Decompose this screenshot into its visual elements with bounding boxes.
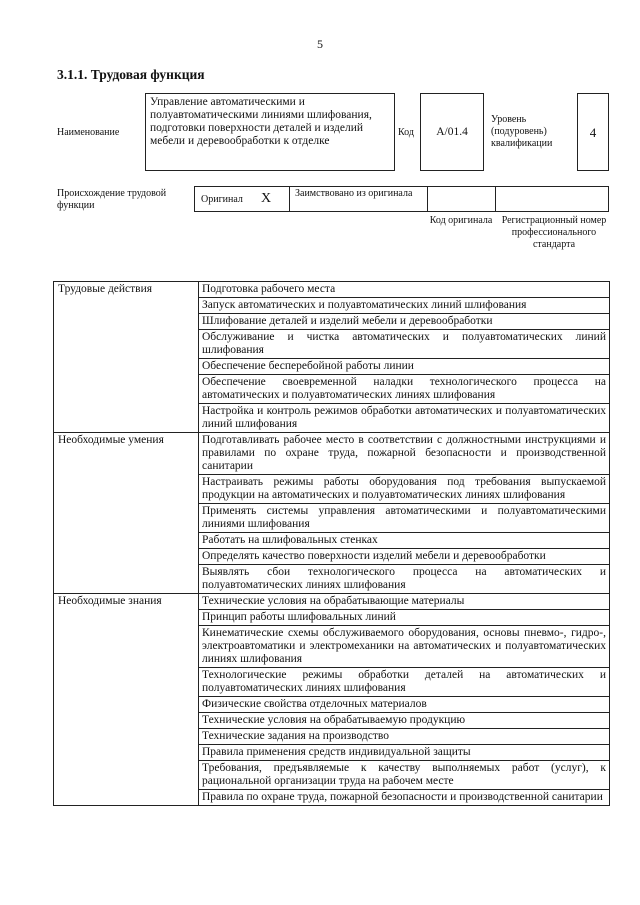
list-item: Обслуживание и чистка автоматических и полуавтоматических линий шлифования: [199, 330, 610, 359]
list-item: Обеспечение бесперебойной работы линии: [199, 359, 610, 375]
table-row: [54, 282, 610, 298]
original-mark: X: [261, 191, 272, 206]
code-label: Код: [398, 127, 414, 138]
list-item: Технические условия на обрабатываемую продукцию: [199, 713, 610, 729]
table-row: [54, 594, 610, 610]
category-skills: Необходимые умения: [54, 433, 199, 594]
category-knowledge: Необходимые знания: [54, 594, 199, 806]
list-item: Правила применения средств индивидуальной защиты: [199, 745, 610, 761]
table-row: [54, 433, 610, 475]
list-item: Определять качество поверхности изделий мебели и деревообработки: [199, 549, 610, 565]
origin-label: Происхождение трудовой функции: [57, 188, 167, 211]
code-value: A/01.4: [420, 93, 484, 171]
list-item: Правила по охране труда, пожарной безопасности и производственной санитарии: [199, 790, 610, 806]
list-item: Технические условия на обрабатывающие материалы: [199, 594, 610, 610]
list-item: Технологические режимы обработки деталей на автоматических и полуавтоматических линиях шлифования: [199, 668, 610, 697]
list-item: Кинематические схемы обслуживаемого оборудования, основы пневмо-, гидро-, электроавтоматики и электромеханики на автоматических и полуавтоматических линиях шлифования: [199, 626, 610, 668]
original-label: Оригинал: [201, 194, 243, 205]
list-item: Подготавливать рабочее место в соответствии с должностными инструкциями и правилами по охране труда, пожарной безопасности и производственной санитарии: [199, 433, 610, 475]
borrowed-label: Заимствовано из оригинала: [295, 188, 413, 199]
level-label: Уровень (подуровень) квалификации: [491, 114, 553, 149]
page-number: 5: [317, 37, 323, 51]
name-label: Наименование: [57, 127, 120, 138]
list-item: Принцип работы шлифовальных линий: [199, 610, 610, 626]
origin-table: [194, 186, 609, 212]
list-item: Требования, предъявляемые к качеству выполняемых работ (услуг), к рациональной организации труда на рабочем месте: [199, 761, 610, 790]
list-item: Запуск автоматических и полуавтоматических линий шлифования: [199, 298, 610, 314]
code-origin-caption: Код оригинала: [429, 215, 493, 226]
reg-number-caption: Регистрационный номер профессионального стандарта: [501, 215, 607, 250]
function-details-table: [53, 281, 610, 806]
list-item: Настраивать режимы работы оборудования под требования выпускаемой продукции на автоматических и полуавтоматических линиях шлифования: [199, 475, 610, 504]
list-item: Обеспечение своевременной наладки технологического процесса на автоматических и полуавтоматических линиях шлифования: [199, 375, 610, 404]
category-actions: Трудовые действия: [54, 282, 199, 433]
level-value: 4: [577, 93, 609, 171]
function-name: Управление автоматическими и полуавтоматическими линиями шлифования, подготовки поверхности деталей и изделий мебели и деревообработки к отделке: [145, 93, 395, 171]
list-item: Технические задания на производство: [199, 729, 610, 745]
list-item: Физические свойства отделочных материалов: [199, 697, 610, 713]
list-item: Подготовка рабочего места: [199, 282, 610, 298]
section-title: 3.1.1. Трудовая функция: [57, 67, 205, 82]
list-item: Работать на шлифовальных стенках: [199, 533, 610, 549]
list-item: Выявлять сбои технологического процесса на автоматических и полуавтоматических линиях шлифования: [199, 565, 610, 594]
list-item: Применять системы управления автоматическими и полуавтоматическими линиями шлифования: [199, 504, 610, 533]
list-item: Шлифование деталей и изделий мебели и деревообработки: [199, 314, 610, 330]
list-item: Настройка и контроль режимов обработки автоматических и полуавтоматических линий шлифования: [199, 404, 610, 433]
